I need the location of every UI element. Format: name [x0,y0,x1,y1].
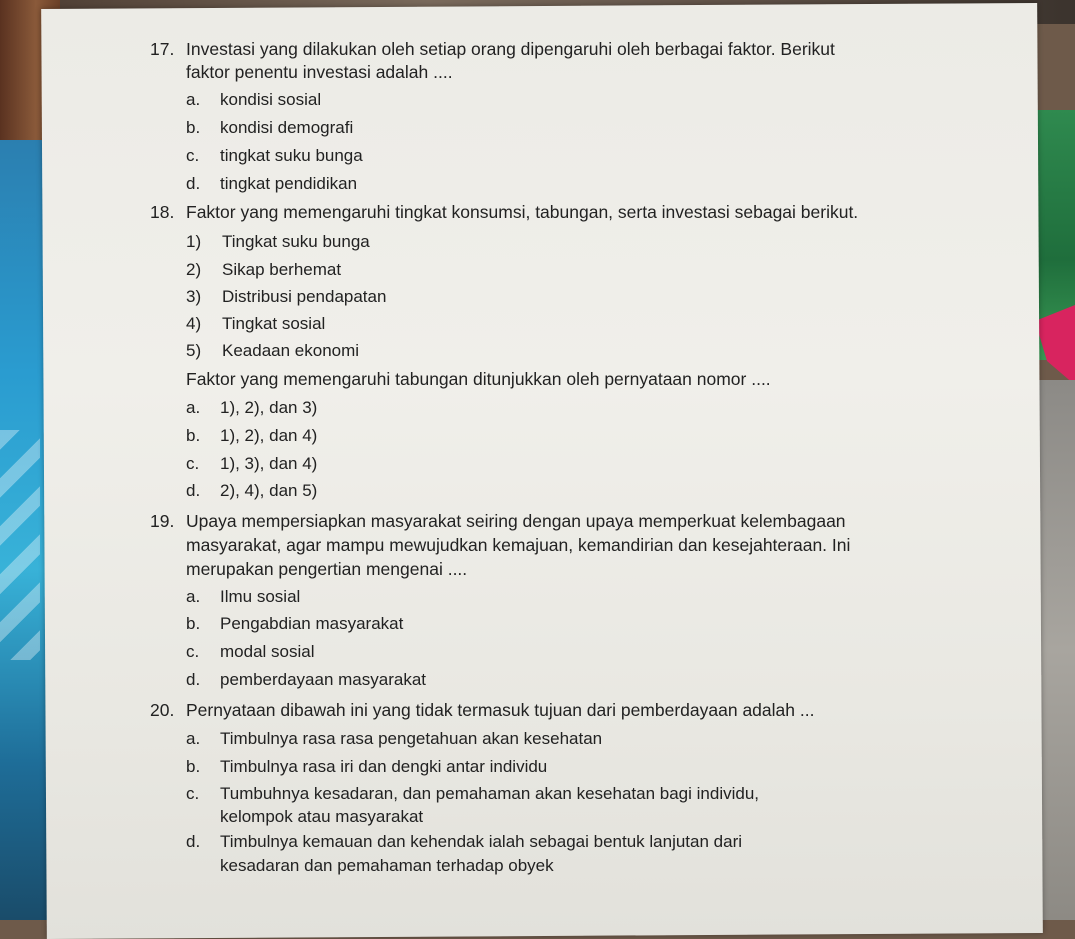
question-18-item-2 [186,260,341,279]
item-text: Tingkat sosial [222,314,326,333]
option-text: Timbulnya rasa rasa pengetahuan akan kesehatan [220,729,603,748]
option-letter: b. [186,118,201,137]
question-text: Upaya mempersiapkan masyarakat seiring dengan upaya memperkuat kelembagaan [186,511,846,531]
question-number: 17. [150,39,175,59]
option-letter: c. [186,454,200,473]
question-18-item-3 [186,287,386,306]
question-20-option-c-continuation: kelompok atau masyarakat [220,807,424,826]
option-letter: a. [186,398,201,417]
question-19-option-d [186,670,426,689]
question-20-option-d [186,832,742,851]
option-letter: a. [186,587,201,606]
question-20-stem [150,701,814,720]
option-letter: c. [186,146,200,165]
item-number: 3) [186,287,202,306]
option-letter: a. [186,729,201,748]
option-text: Ilmu sosial [220,587,301,606]
item-number: 2) [186,260,202,279]
option-text: 1), 2), dan 4) [220,426,318,445]
item-number: 5) [186,341,202,360]
question-20-option-a [186,729,602,748]
question-20-option-d-continuation: kesadaran dan pemahaman terhadap obyek [220,856,554,875]
item-text: Sikap berhemat [222,260,342,279]
option-text: Timbulnya kemauan dan kehendak ialah sebagai bentuk lanjutan dari [220,832,743,851]
option-letter: d. [186,481,201,500]
option-letter: d. [186,174,201,193]
question-19-stem-line-2: masyarakat, agar mampu mewujudkan kemajuan, kemandirian dan kesejahteraan. Ini [186,535,851,555]
question-17-option-a [186,90,321,109]
question-18-prompt: Faktor yang memengaruhi tabungan ditunjukkan oleh pernyataan nomor .... [186,369,771,389]
question-17-stem-line-1 [150,40,835,59]
question-17-option-b [186,118,353,137]
question-number: 20. [150,700,175,720]
option-text: 2), 4), dan 5) [220,481,318,500]
question-18-item-5 [186,341,359,360]
question-18-option-d [186,481,317,500]
question-number: 19. [150,511,175,531]
question-text: Pernyataan dibawah ini yang tidak termasuk tujuan dari pemberdayaan adalah ... [186,700,815,720]
question-18-option-a [186,398,317,417]
question-18-item-4 [186,314,325,333]
option-letter: a. [186,90,201,109]
question-19-option-a [186,587,300,606]
option-text: Tumbuhnya kesadaran, dan pemahaman akan kesehatan bagi individu, [220,784,760,803]
question-18-stem [150,203,858,222]
option-text: tingkat suku bunga [220,146,363,165]
option-text: pemberdayaan masyarakat [220,670,427,689]
item-text: Tingkat suku bunga [222,232,370,251]
question-17-option-c [186,146,363,165]
question-19-option-b [186,614,403,633]
question-19-stem-line-1 [150,512,846,531]
option-text: modal sosial [220,642,315,661]
item-text: Distribusi pendapatan [222,287,387,306]
option-letter: b. [186,426,201,445]
question-19-stem-line-3: merupakan pengertian mengenai .... [186,559,468,579]
question-20-option-c [186,784,759,803]
question-18-option-b [186,426,317,445]
option-letter: c. [186,784,200,803]
question-20-option-b [186,757,547,776]
question-17-option-d [186,174,357,193]
question-19-option-c [186,642,315,661]
item-text: Keadaan ekonomi [222,341,360,360]
option-text: Timbulnya rasa iri dan dengki antar individu [220,757,548,776]
option-text: 1), 3), dan 4) [220,454,318,473]
option-letter: d. [186,832,201,851]
question-18-option-c [186,454,317,473]
option-text: tingkat pendidikan [220,174,358,193]
option-text: kondisi sosial [220,90,322,109]
option-text: kondisi demografi [220,118,354,137]
option-text: 1), 2), dan 3) [220,398,318,417]
question-text: Investasi yang dilakukan oleh setiap orang dipengaruhi oleh berbagai faktor. Berikut [186,39,835,59]
item-number: 1) [186,232,202,251]
option-text: Pengabdian masyarakat [220,614,404,633]
option-letter: d. [186,670,201,689]
question-17-stem-line-2: faktor penentu investasi adalah .... [186,62,453,82]
item-number: 4) [186,314,202,333]
question-18-item-1 [186,232,370,251]
option-letter: b. [186,614,201,633]
question-text: Faktor yang memengaruhi tingkat konsumsi, tabungan, serta investasi sebagai berikut. [186,202,859,222]
option-letter: b. [186,757,201,776]
option-letter: c. [186,642,200,661]
question-number: 18. [150,202,175,222]
